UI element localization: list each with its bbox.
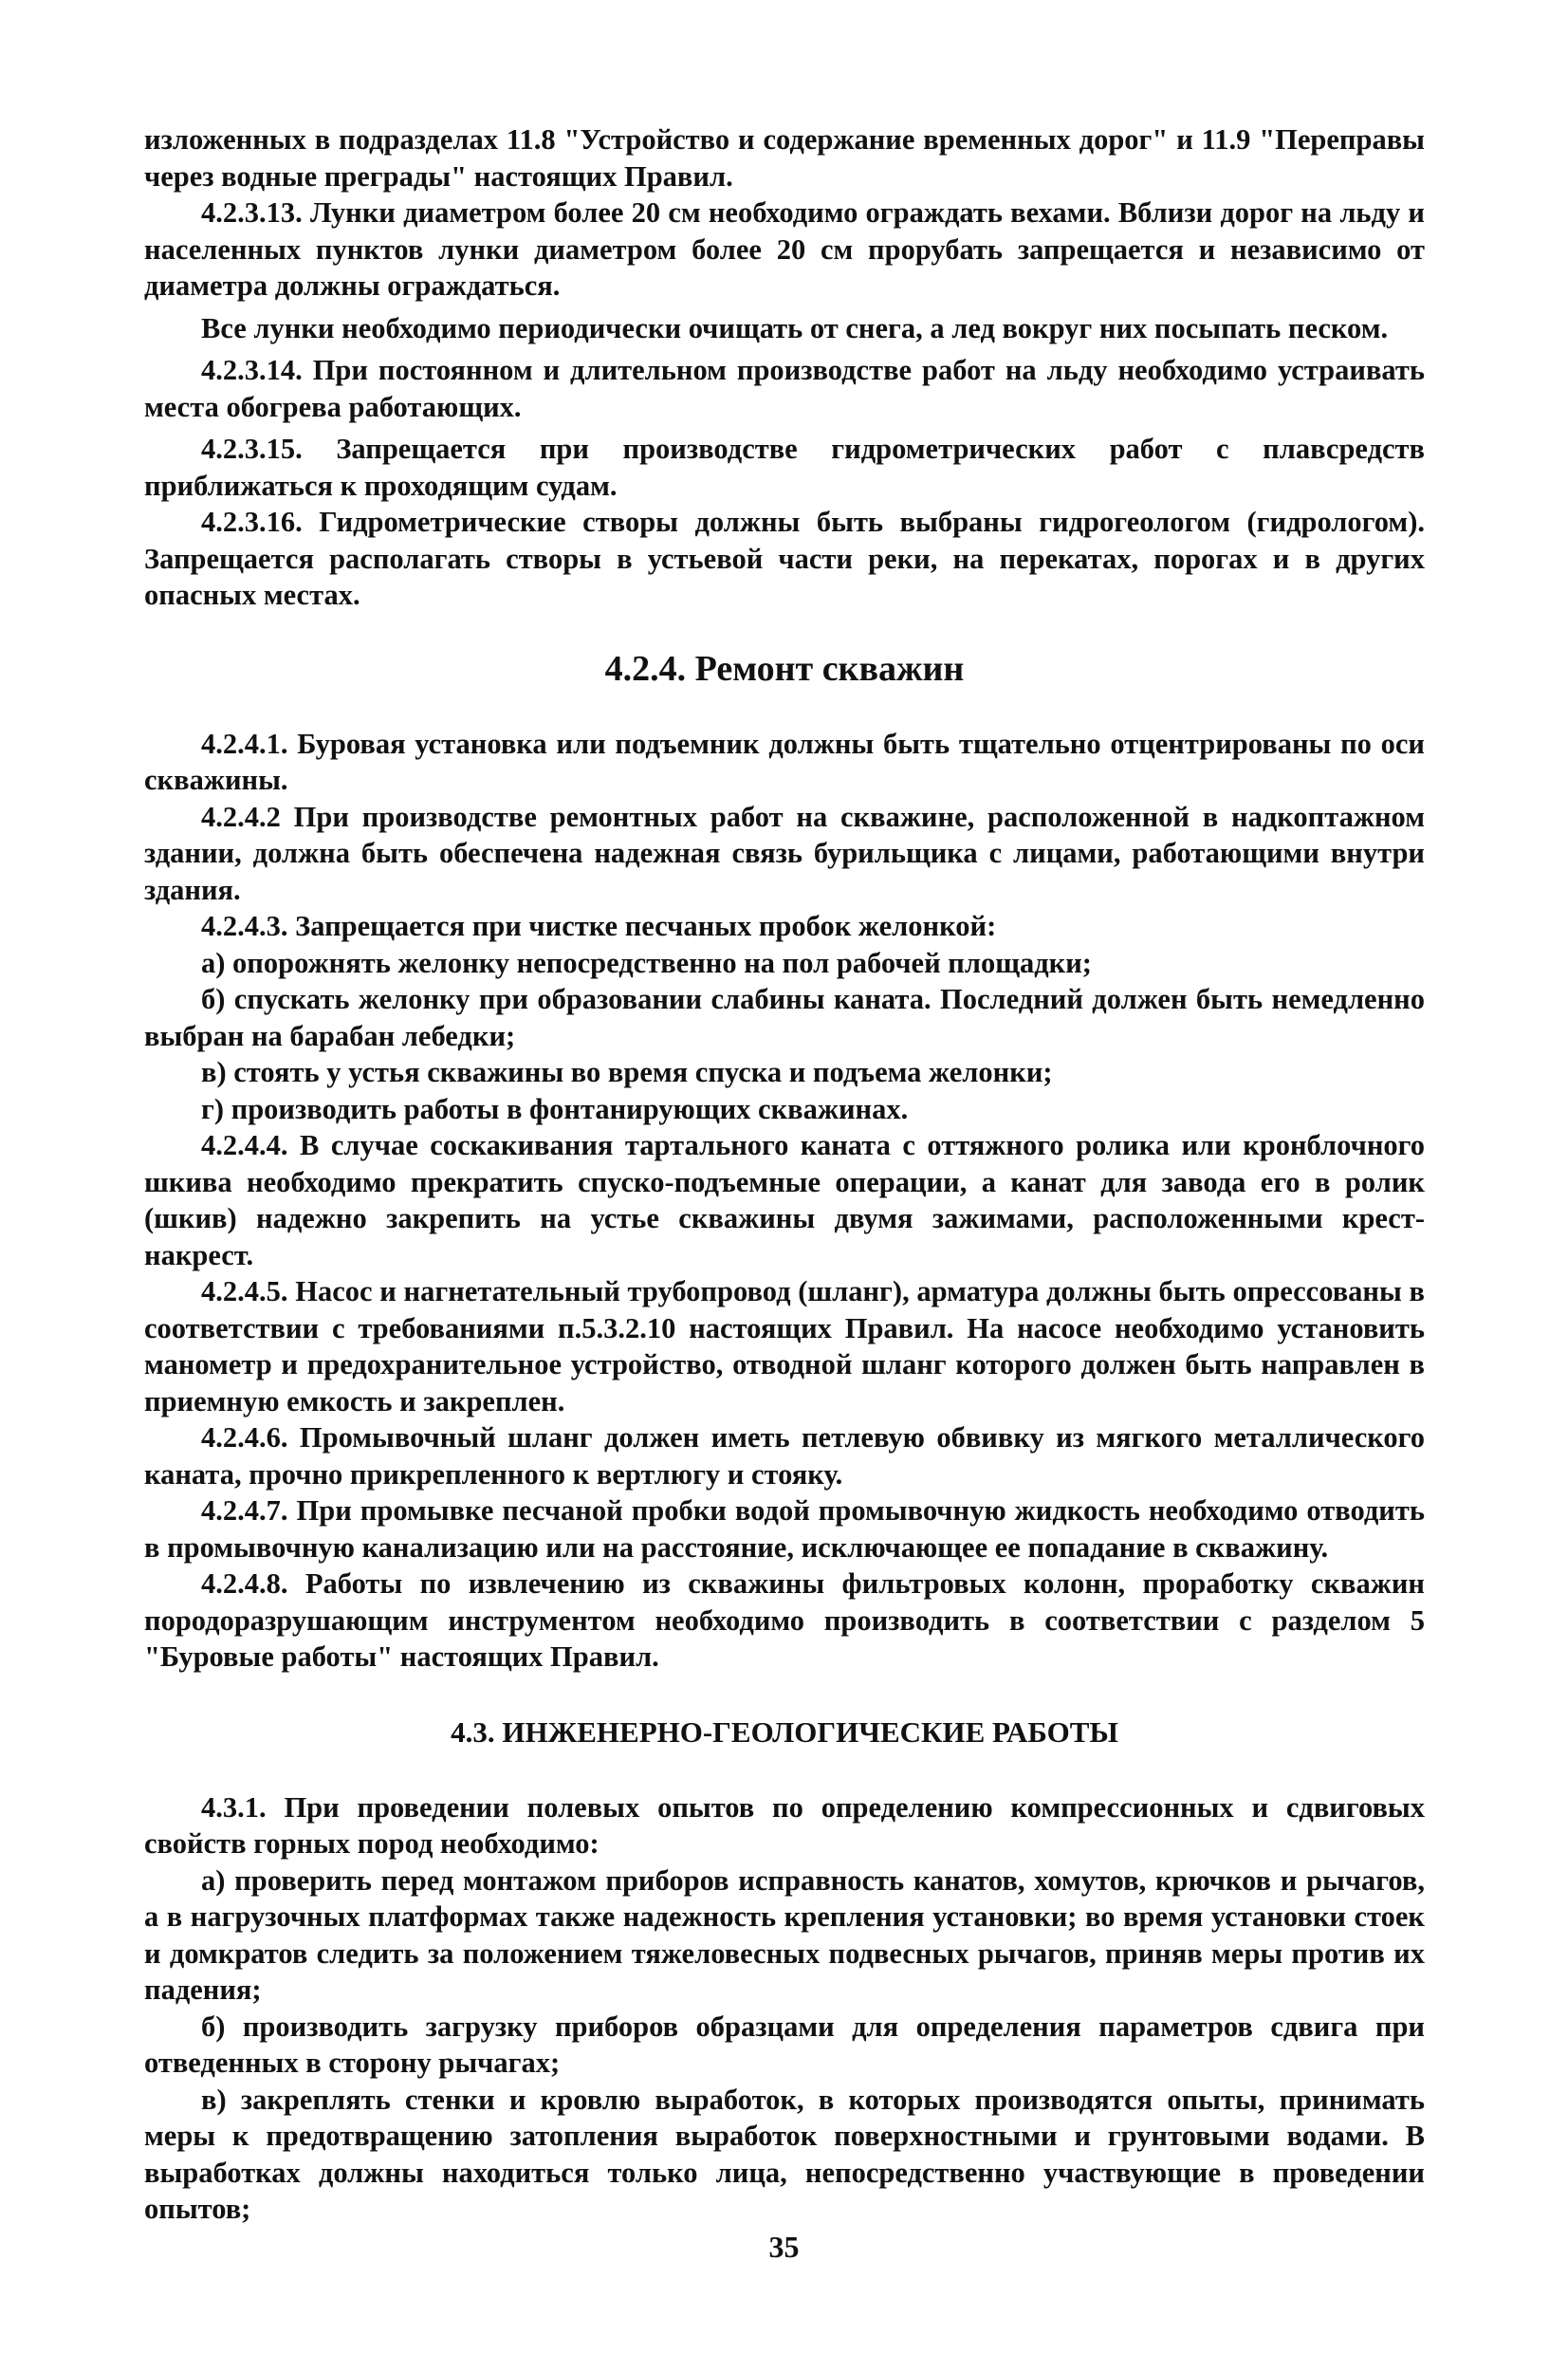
- paragraph-4-2-4-4: 4.2.4.4. В случае соскакивания тартального каната с оттяжного ролика или кронблочного шкива необходимо прекратить спуско-подъемные операции, а канат для завода его в ролик (шкив) надежно закрепить на устье скважины двумя зажимами, расположенными крест-накрест.: [144, 1129, 1425, 1271]
- paragraph-4-2-4-2: 4.2.4.2 При производстве ремонтных работ на скважине, расположенной в надкоптажном здании, должна быть обеспечена надежная связь бурильщика с лицами, работающими внутри здания.: [144, 800, 1425, 906]
- paragraph-4-2-4-8: 4.2.4.8. Работы по извлечению из скважины фильтровых колонн, проработку скважин породоразрушающим инструментом необходимо производить в соответствии с разделом 5 "Буровые работы" настоящих Правил.: [144, 1567, 1425, 1673]
- paragraph-continuation: изложенных в подразделах 11.8 "Устройство и содержание временных дорог" и 11.9 "Переправы через водные преграды" настоящих Правил.: [144, 123, 1425, 193]
- paragraph-4-2-3-16: 4.2.3.16. Гидрометрические створы должны быть выбраны гидрогеологом (гидрологом). Запрещается располагать створы в устьевой части реки, на перекатах, порогах и в других опасных местах.: [144, 506, 1425, 611]
- paragraph-4-2-3-14: 4.2.3.14. При постоянном и длительном производстве работ на льду необходимо устраивать места обогрева работающих.: [144, 354, 1425, 423]
- paragraph-4-2-3-13: 4.2.3.13. Лунки диаметром более 20 см необходимо ограждать вехами. Вблизи дорог на льду и населенных пунктов лунки диаметром более 20 см прорубать запрещается и независимо от диаметра должны ограждаться.: [144, 196, 1425, 302]
- paragraph-4-2-4-3: 4.2.4.3. Запрещается при чистке песчаных пробок желонкой:: [201, 910, 997, 942]
- section-heading-4-3: 4.3. ИНЖЕНЕРНО-ГЕОЛОГИЧЕСКИЕ РАБОТЫ: [451, 1714, 1118, 1749]
- list-item-a-4-3-1: а) проверить перед монтажом приборов исправность канатов, хомутов, крючков и рычагов, а в нагрузочных платформах также надежность крепления установки; во время установки стоек и домкратов следить за положением тяжеловесных подвесных рычагов, приняв меры против их падения;: [144, 1863, 1425, 2006]
- section-heading-4-2-4: 4.2.4. Ремонт скважин: [604, 648, 965, 689]
- list-item-a: а) опорожнять желонку непосредственно на пол рабочей площадки;: [201, 946, 1092, 979]
- list-item-v: в) стоять у устья скважины во время спуска и подъема желонки;: [201, 1056, 1053, 1088]
- paragraph-holes-clean: Все лунки необходимо периодически очищать от снега, а лед вокруг них посыпать песком.: [201, 311, 1389, 344]
- list-item-b-4-3-1: б) производить загрузку приборов образцами для определения параметров сдвига при отведенных в сторону рычагах;: [144, 2010, 1425, 2079]
- paragraph-4-2-3-15: 4.2.3.15. Запрещается при производстве гидрометрических работ с плавсредств приближаться к проходящим судам.: [144, 433, 1425, 502]
- list-item-v-4-3-1: в) закреплять стенки и кровлю выработок, в которых производятся опыты, принимать меры к предотвращению затопления выработок поверхностными и грунтовыми водами. В выработках должны находиться только лица, непосредственно участвующие в проведении опытов;: [144, 2083, 1425, 2225]
- paragraph-4-2-4-5: 4.2.4.5. Насос и нагнетательный трубопровод (шланг), арматура должны быть опрессованы в соответствии с требованиями п.5.3.2.10 настоящих Правил. На насосе необходимо установить манометр и предохранительное устройство, отводной шланг которого должен быть направлен в приемную емкость и закреплен.: [144, 1275, 1425, 1417]
- paragraph-4-2-4-7: 4.2.4.7. При промывке песчаной пробки водой промывочную жидкость необходимо отводить в промывочную канализацию или на расстояние, исключающее ее попадание в скважину.: [144, 1494, 1425, 1564]
- paragraph-4-2-4-1: 4.2.4.1. Буровая установка или подъемник должны быть тщательно отцентрированы по оси скважины.: [144, 727, 1425, 796]
- paragraph-4-3-1: 4.3.1. При проведении полевых опытов по определению компрессионных и сдвиговых свойств горных пород необходимо:: [144, 1790, 1425, 1860]
- list-item-g: г) производить работы в фонтанирующих скважинах.: [201, 1092, 909, 1125]
- paragraph-4-2-4-6: 4.2.4.6. Промывочный шланг должен иметь петлевую обвивку из мягкого металлического каната, прочно прикрепленного к вертлюгу и стояку.: [144, 1421, 1425, 1491]
- page-number: 35: [768, 2230, 800, 2264]
- document-page: [144, 121, 1425, 2228]
- list-item-b: б) спускать желонку при образовании слабины каната. Последний должен быть немедленно выбран на барабан лебедки;: [144, 983, 1425, 1052]
